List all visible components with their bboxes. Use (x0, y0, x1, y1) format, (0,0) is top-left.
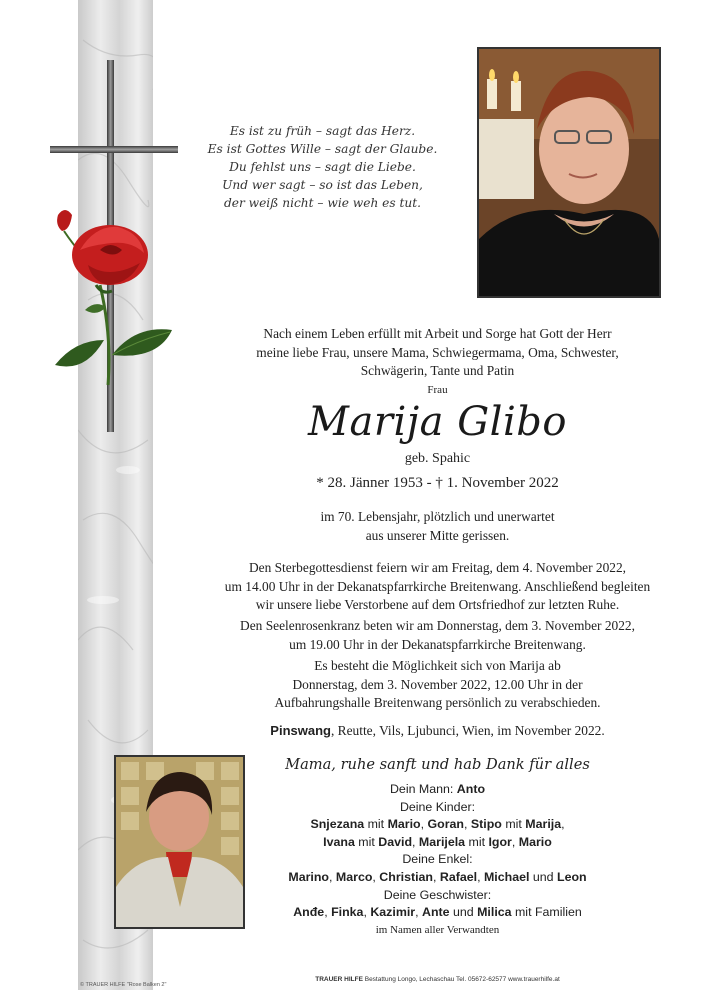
siblings-suffix: mit Familien (511, 905, 582, 920)
comma: , (372, 869, 380, 884)
farewell-line: Es besteht die Möglichkeit sich von Marija ab (314, 658, 561, 673)
child-name: Stipo (470, 817, 502, 832)
sibling-name: Finka (331, 905, 364, 920)
cross-with-rose-icon (40, 55, 190, 445)
intro-line: Schwägerin, Tante und Patin (360, 363, 515, 378)
portrait-image (479, 49, 659, 296)
intro-line: meine liebe Frau, unsere Mama, Schwiegermama, Oma, Schwester, (256, 344, 619, 360)
child-name: Ivana (323, 834, 355, 849)
child-name: Mario (518, 834, 552, 849)
funeral-service-text (175, 559, 700, 615)
family-list (175, 781, 700, 939)
sibling-name: Milica (477, 905, 512, 920)
children-line (175, 834, 700, 852)
service-line: Den Sterbegottesdienst feiern wir am Freitag, dem 4. November 2022, (248, 560, 627, 575)
farewell-line: Aufbahrungshalle Breitenwang persönlich zu verabschieden. (274, 695, 601, 710)
poem-line: der weiß nicht – wie weh es tut. (223, 196, 422, 210)
grandchild-name: Marino (288, 869, 330, 884)
poem (200, 122, 445, 212)
grandchild-name: Leon (557, 869, 587, 884)
children-line: Snjezana mit Mario, Goran, Stipo mit Marija, (310, 817, 565, 832)
farewell-text (175, 657, 700, 713)
comma: , (412, 834, 419, 849)
comma: , (415, 905, 422, 920)
comma: , (477, 869, 484, 884)
partner-name: Igor (488, 834, 512, 849)
mit-word: mit (501, 817, 526, 832)
partner-name: Marija (525, 817, 562, 832)
footer-copyright: © TRAUER HILFE "Rose Balken 2" (80, 982, 167, 988)
sibling-name: Kazimir (370, 905, 416, 920)
grandchild-name: Marco (335, 869, 373, 884)
places-line (175, 723, 700, 739)
rosary-line: Den Seelenrosenkranz beten wir am Donnerstag, dem 3. November 2022, (240, 618, 635, 633)
footer-brand: TRAUER HILFE (315, 976, 363, 983)
maiden-name: geb. Spahic (404, 451, 471, 466)
und-word: und (529, 869, 557, 884)
partner-name: David (378, 834, 413, 849)
sibling-name: Ante (422, 905, 450, 920)
grandchildren-label: Deine Enkel: (402, 852, 473, 867)
service-line: wir unsere liebe Verstorbene auf dem Ortsfriedhof zur letzten Ruhe. (255, 597, 620, 612)
comma: , (433, 869, 440, 884)
husband-label: Dein Mann: (389, 782, 457, 796)
grandchild-name: Christian (379, 869, 433, 884)
portrait-photo (477, 47, 661, 298)
und-word: und (449, 905, 478, 920)
comma: , (464, 817, 471, 832)
child-name: Goran (427, 817, 464, 832)
child-name: Marijela (418, 834, 466, 849)
farewell-line: Donnerstag, dem 3. November 2022, 12.00 Uhr in der (292, 676, 583, 692)
intro-text (175, 325, 700, 381)
partner-name: Mario (387, 817, 421, 832)
family-husband (175, 781, 700, 799)
age-text (175, 508, 700, 545)
rosary-text (175, 617, 700, 654)
mit-word: mit (354, 834, 379, 849)
mit-word: mit (364, 817, 388, 832)
life-dates: * 28. Jänner 1953 - † 1. November 2022 (316, 475, 559, 491)
comma: , (363, 905, 371, 920)
grandchild-name: Rafael (439, 869, 478, 884)
comma: , (324, 905, 332, 920)
age-line: im 70. Lebensjahr, plötzlich und unerwartet (320, 509, 555, 524)
places-bold: Pinswang (270, 723, 331, 738)
service-line: um 14.00 Uhr in der Dekanatspfarrkirche Breitenwang. Anschließend begleiten (224, 578, 651, 594)
rosary-line: um 19.00 Uhr in der Dekanatspfarrkirche Breitenwang. (289, 636, 586, 652)
siblings-line (175, 904, 700, 922)
poem-line: Und wer sagt – so ist das Leben, (222, 178, 423, 192)
comma: , (329, 869, 336, 884)
comma: , (420, 817, 428, 832)
title-prefix: Frau (427, 384, 448, 396)
grandchildren-line (175, 869, 700, 887)
family-closing: im Namen aller Verwandten (375, 923, 500, 936)
deceased-name: Marija Glibo (308, 399, 567, 445)
sibling-name: Anđe (293, 905, 325, 920)
places-rest: , Reutte, Vils, Ljubunci, Wien, im November 2022. (330, 723, 605, 738)
poem-line: Du fehlst uns – sagt die Liebe. (229, 160, 416, 174)
mit-word: mit (465, 834, 489, 849)
children-label: Deine Kinder: (399, 799, 476, 814)
siblings-label: Deine Geschwister: (383, 887, 492, 902)
footer-text: Bestattung Longo, Lechaschau Tel. 05672-62577 www.trauerhilfe.at (362, 976, 560, 983)
motto: Mama, ruhe sanft und hab Dank für alles (285, 756, 590, 773)
grandchild-name: Michael (483, 869, 530, 884)
footer (175, 976, 700, 983)
age-line: aus unserer Mitte gerissen. (365, 527, 510, 543)
comma: , (511, 834, 519, 849)
husband-name: Anto (456, 782, 486, 796)
poem-line: Es ist Gottes Wille – sagt der Glaube. (207, 142, 438, 156)
child-name: Snjezana (310, 817, 365, 832)
poem-line: Es ist zu früh – sagt das Herz. (229, 124, 416, 138)
intro-line: Nach einem Leben erfüllt mit Arbeit und Sorge hat Gott der Herr (263, 326, 612, 341)
